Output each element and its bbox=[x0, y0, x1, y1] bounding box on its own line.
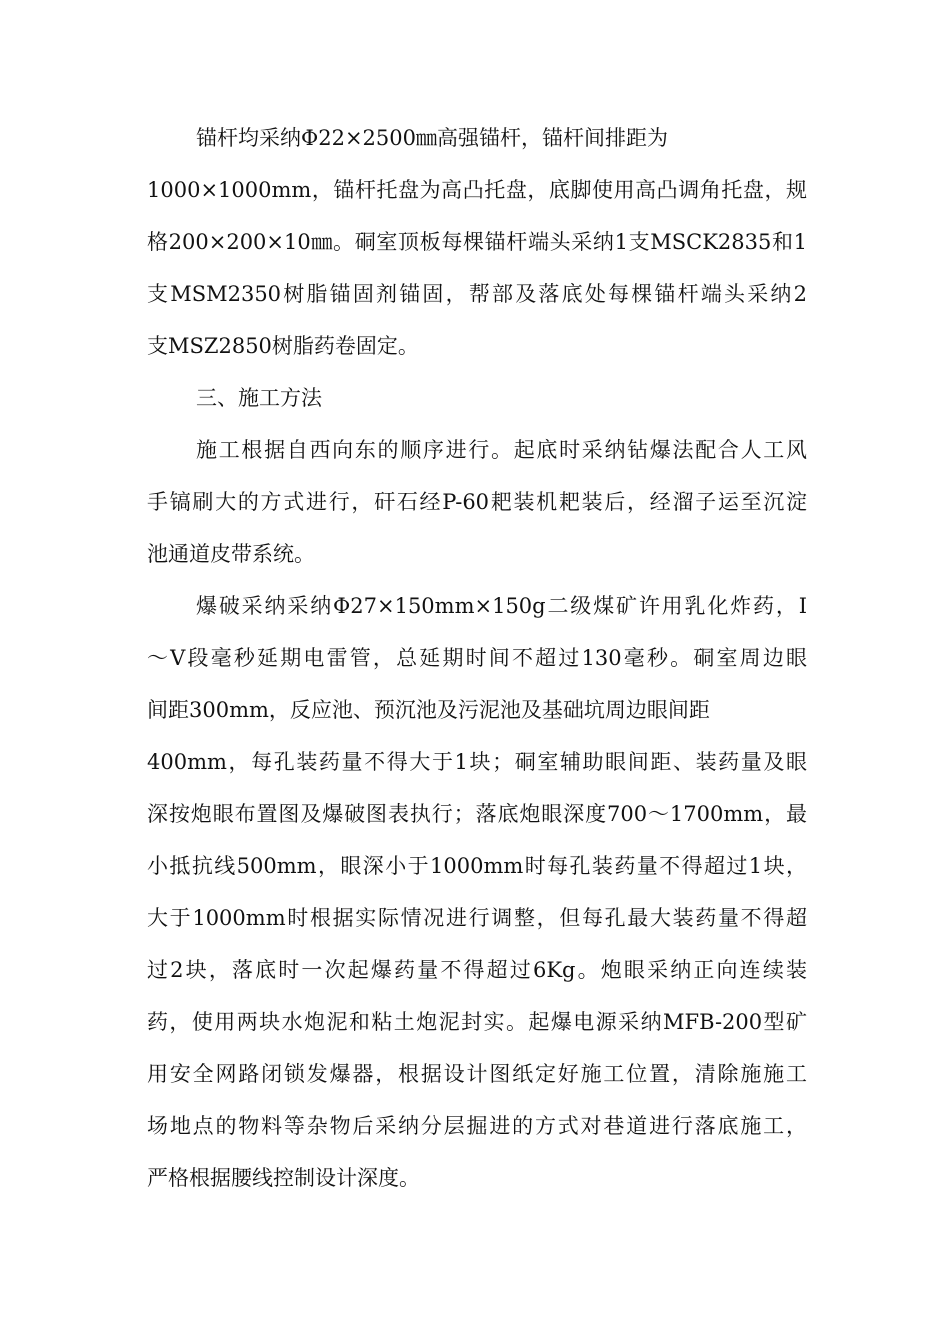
paragraph-blasting-line-10: 用安全网路闭锁发爆器，根据设计图纸定好施工位置，清除施施工 bbox=[147, 1062, 807, 1086]
paragraph-anchor-spec-line-4: 支MSM2350树脂锚固剂锚固，帮部及落底处每棵锚杆端头采纳2 bbox=[147, 282, 807, 306]
paragraph-blasting-line-8: 过2块，落底时一次起爆药量不得超过6Kg。炮眼采纳正向连续装 bbox=[147, 958, 807, 982]
paragraph-blasting-line-11: 场地点的物料等杂物后采纳分层掘进的方式对巷道进行落底施工， bbox=[147, 1114, 807, 1138]
paragraph-anchor-spec-line-3: 格200×200×10㎜。硐室顶板每棵锚杆端头采纳1支MSCK2835和1 bbox=[147, 230, 807, 254]
paragraph-anchor-spec-line-1: 锚杆均采纳Φ22×2500㎜高强锚杆，锚杆间排距为 bbox=[196, 126, 668, 150]
paragraph-blasting-line-12: 严格根据腰线控制设计深度。 bbox=[147, 1166, 420, 1190]
paragraph-blasting-line-3: 间距300mm，反应池、预沉池及污泥池及基础坑周边眼间距 bbox=[147, 698, 710, 722]
paragraph-blasting-line-4: 400mm，每孔装药量不得大于1块；硐室辅助眼间距、装药量及眼 bbox=[147, 750, 807, 774]
paragraph-anchor-spec-line-5: 支MSZ2850树脂药卷固定。 bbox=[147, 334, 419, 358]
paragraph-sequence-line-3: 池通道皮带系统。 bbox=[147, 542, 315, 566]
paragraph-blasting-line-7: 大于1000mm时根据实际情况进行调整，但每孔最大装药量不得超 bbox=[147, 906, 807, 930]
section-heading: 三、施工方法 bbox=[196, 386, 322, 410]
paragraph-blasting-line-2: ～Ⅴ段毫秒延期电雷管，总延期时间不超过130毫秒。硐室周边眼 bbox=[147, 646, 807, 670]
paragraph-anchor-spec-line-2: 1000×1000mm，锚杆托盘为高凸托盘，底脚使用高凸调角托盘，规 bbox=[147, 178, 807, 202]
paragraph-blasting-line-5: 深按炮眼布置图及爆破图表执行；落底炮眼深度700～1700mm，最 bbox=[147, 802, 807, 826]
paragraph-blasting-line-9: 药，使用两块水炮泥和粘土炮泥封实。起爆电源采纳MFB-200型矿 bbox=[147, 1010, 807, 1034]
document-body bbox=[147, 112, 807, 1204]
paragraph-blasting-line-1: 爆破采纳采纳Φ27×150mm×150g二级煤矿许用乳化炸药，Ⅰ bbox=[196, 594, 807, 618]
paragraph-sequence-line-2: 手镐刷大的方式进行，矸石经P-60耙装机耙装后，经溜子运至沉淀 bbox=[147, 490, 807, 514]
paragraph-sequence-line-1: 施工根据自西向东的顺序进行。起底时采纳钻爆法配合人工风 bbox=[196, 438, 807, 462]
paragraph-blasting-line-6: 小抵抗线500mm，眼深小于1000mm时每孔装药量不得超过1块， bbox=[147, 854, 807, 878]
